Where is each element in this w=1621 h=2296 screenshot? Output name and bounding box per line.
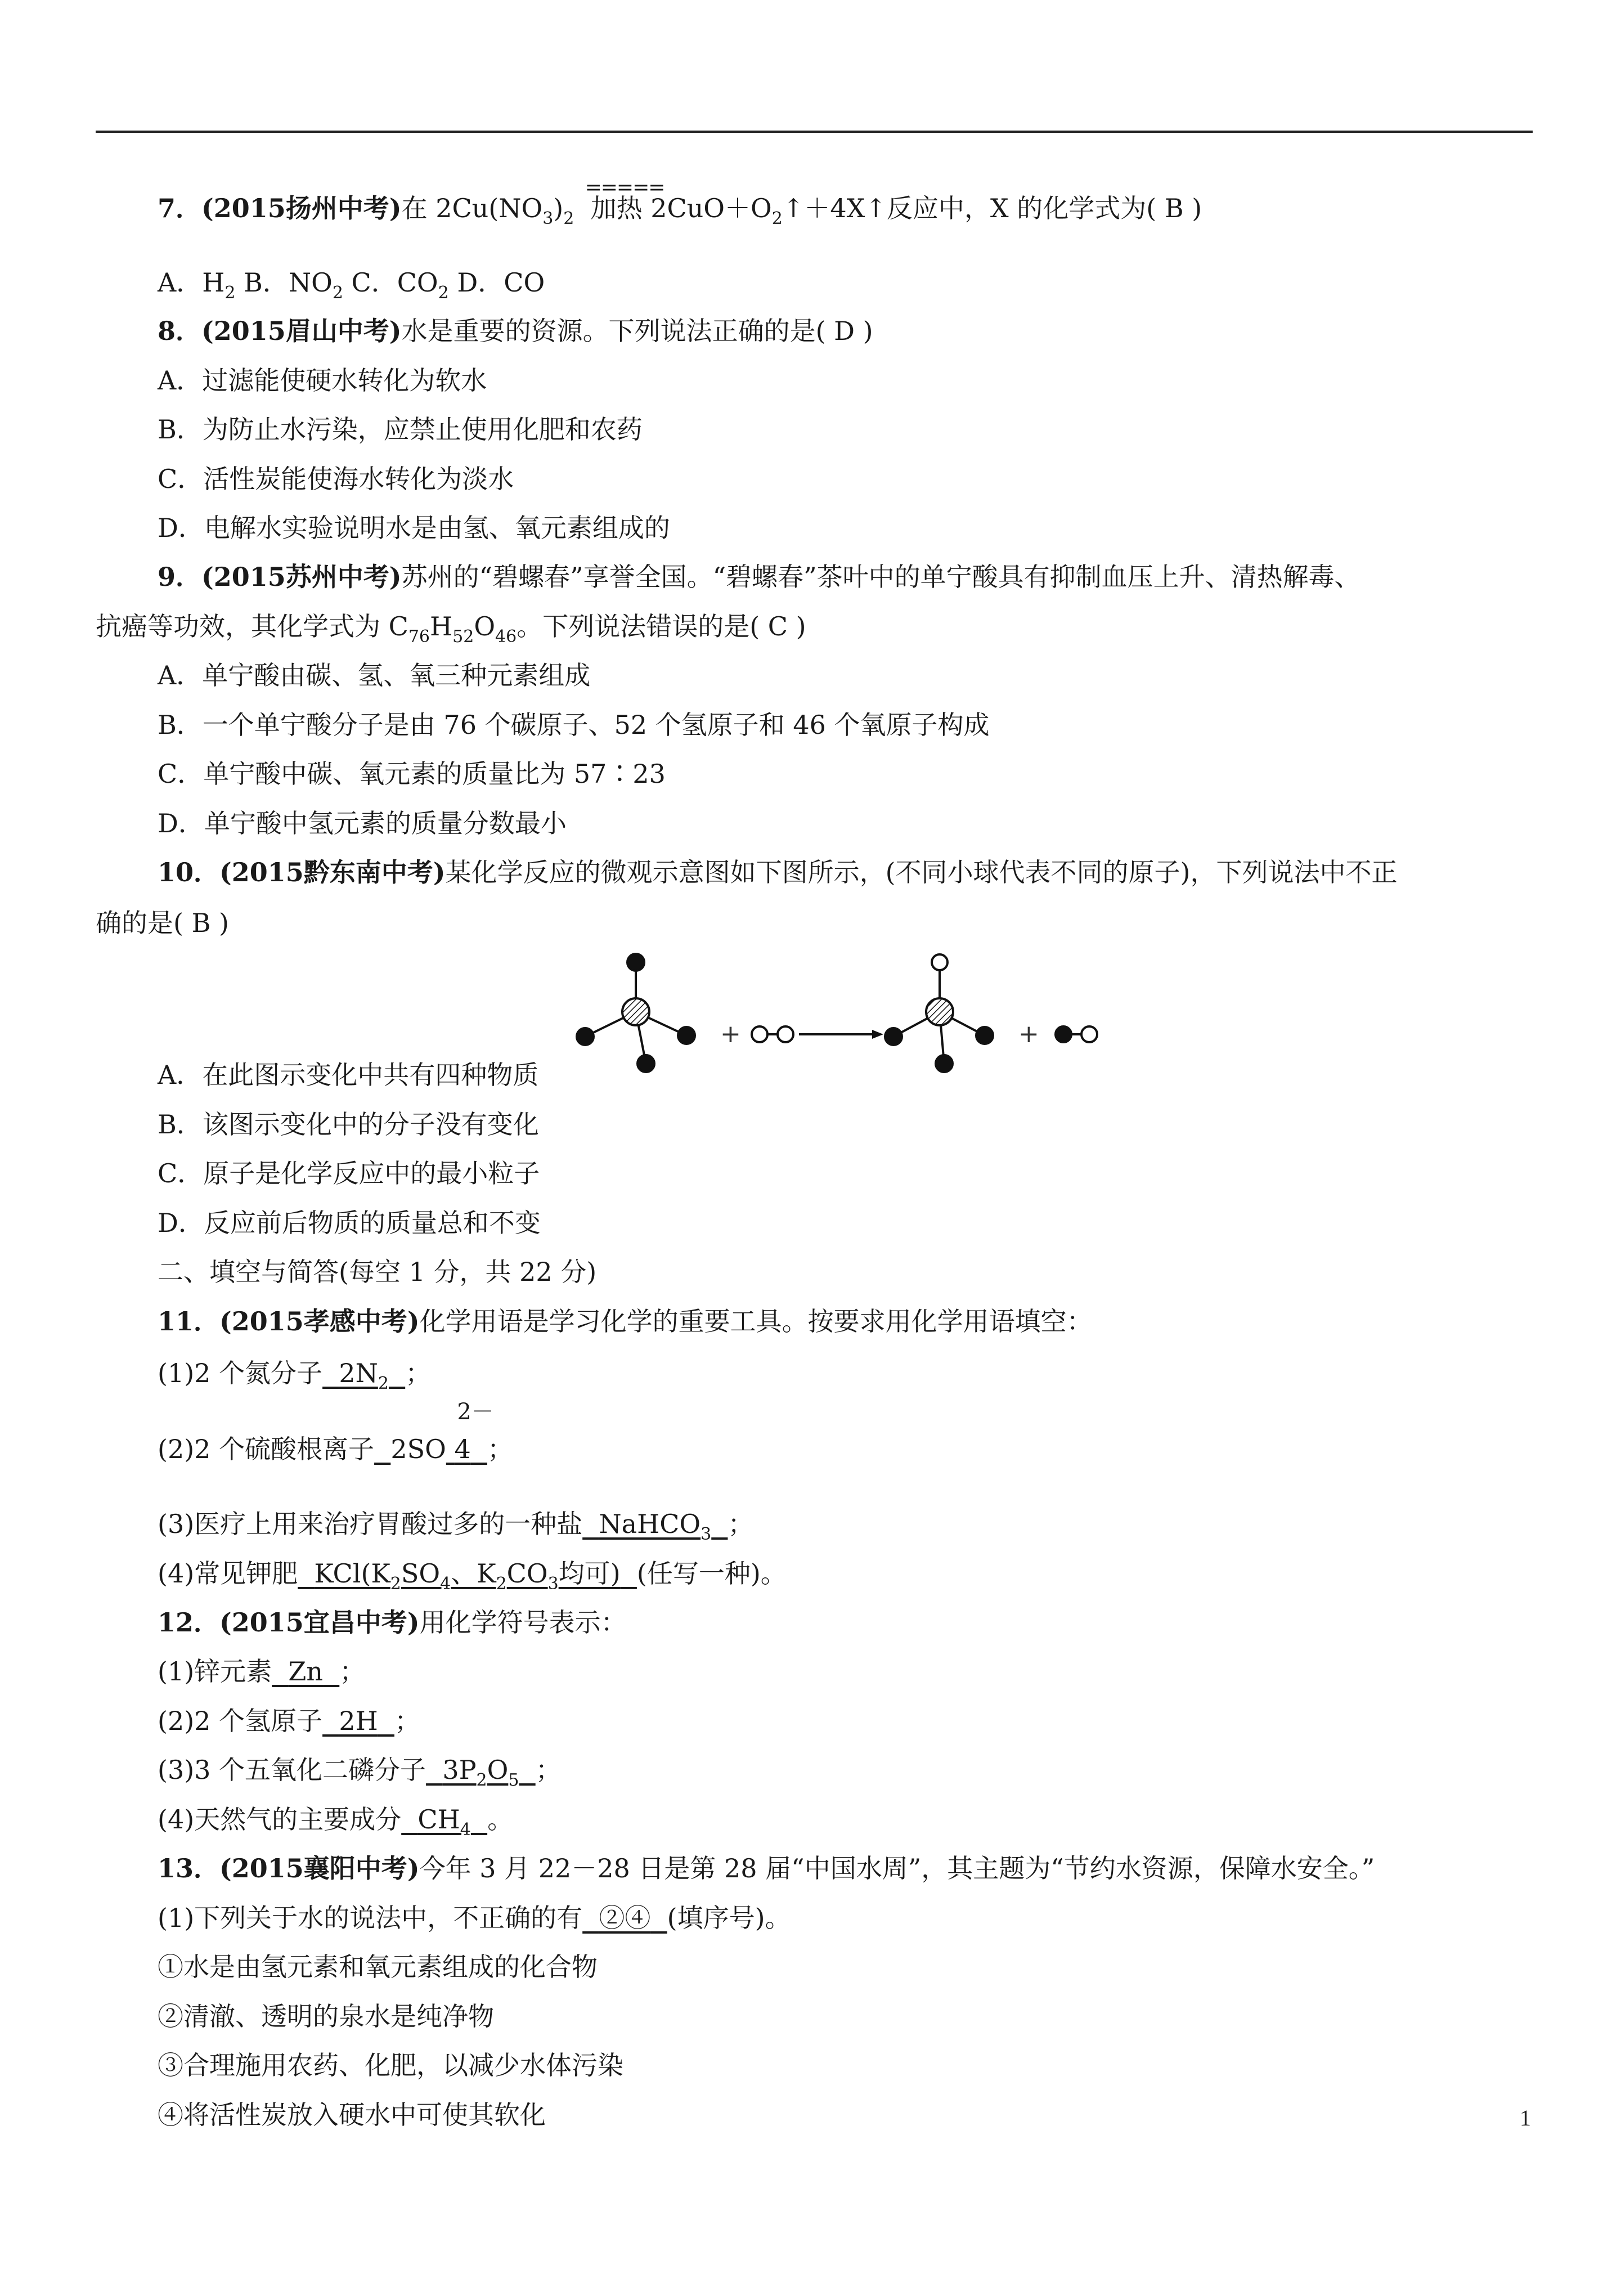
q12-part3: (3)3 个五氧化二磷分子 $3P_2O_5$ ； [158,1755,562,1790]
q10-option-d: D．反应前后物质的质量总和不变 [158,1208,541,1238]
q13-item-1: ①水是由氢元素和氧元素组成的化合物 [158,1952,598,1982]
q13-part1: (1)下列关于水的说法中，不正确的有 ②④ (填序号)。 [158,1903,791,1933]
plus-sign-2: + [1018,1020,1039,1048]
q11-part4: (4)常见钾肥 $KCl(K_2SO_4$、$K_2CO_3$均可) (任写一种)。 [158,1558,787,1594]
reaction-diagram [568,945,1120,1097]
q12-part2: (2)2 个氢原子 2H ； [158,1706,420,1736]
q10-option-a: A．在此图示变化中共有四种物质 [158,1060,539,1090]
q12-stem: 12．(2015宜昌中考)用化学符号表示： [158,1607,627,1638]
page-number: 1 [1520,2105,1531,2131]
q11-stem: 11．(2015孝感中考)化学用语是学习化学的重要工具。按要求用化学用语填空： [158,1306,1093,1337]
reactant-molecule-2 [752,1026,793,1042]
section-heading: 二、填空与简答(每空 1 分，共 22 分) [158,1257,597,1287]
q12-part4: (4)天然气的主要成分 $CH_4$ 。 [158,1804,514,1840]
reaction-condition: ===== 加热 [585,176,664,223]
q10-stem-line1: 10．(2015黔东南中考)某化学反应的微观示意图如下图所示，(不同小球代表不同的原子)，下列说法中不正 [158,857,1398,887]
q11-part3: (3)医疗上用来治疗胃酸过多的一种盐 NaHCO$_3$ ； [158,1509,754,1544]
q12-part1: (1)锌元素 Zn ； [158,1656,366,1687]
q8-stem: 8．(2015眉山中考)水是重要的资源。下列说法正确的是( D ) [158,316,873,346]
q7-options: A．$H_2$ B．$NO_2$ C．$CO_2$ D．CO [158,267,545,303]
q11-part2: (2)2 个硫酸根离子 2SO 2－ 4 ； [158,1432,513,1466]
q10-option-c: C．原子是化学反应中的最小粒子 [158,1158,540,1189]
reaction-arrow [799,1030,883,1039]
q13-item-3: ③合理施用农药、化肥，以减少水体污染 [158,2050,623,2080]
q9-option-b: B．一个单宁酸分子是由 76 个碳原子、52 个氢原子和 46 个氧原子构成 [158,710,990,740]
plus-sign-1: + [720,1020,741,1048]
q13-stem: 13．(2015襄阳中考)今年 3 月 22－28 日是第 28 届“中国水周”，其主题为“节约水资源，保障水安全。” [158,1853,1375,1884]
q13-item-2: ②清澈、透明的泉水是纯净物 [158,2001,494,2032]
q9-stem-line2: 抗癌等功效，其化学式为 $C_{76}H_{52}O_{46}$。下列说法错误的是( C ) [96,611,806,647]
product-molecule-1 [885,954,993,1072]
q9-option-a: A．单宁酸由碳、氢、氧三种元素组成 [158,660,591,690]
sulfate-ion: 2SO 2－ [390,1399,494,1464]
q9-stem-line1: 9．(2015苏州中考)苏州的“碧螺春”享誉全国。“碧螺春”茶叶中的单宁酸具有抑制血压上升、清热解毒、 [158,562,1360,592]
q9-option-d: D．单宁酸中氢元素的质量分数最小 [158,808,567,838]
q8-option-a: A．过滤能使硬水转化为软水 [158,365,487,396]
q13-item-4: ④将活性炭放入硬水中可使其软化 [158,2100,546,2130]
q8-option-d: D．电解水实验说明水是由氢、氧元素组成的 [158,513,670,543]
q10-option-b: B．该图示变化中的分子没有变化 [158,1109,539,1140]
q8-option-b: B．为防止水污染，应禁止使用化肥和农药 [158,414,643,445]
q8-option-c: C．活性炭能使海水转化为淡水 [158,464,514,494]
q7-stem: 7．(2015扬州中考)在 $2Cu(NO_3)_2$ ===== 加热 $2CuO+O_2↑+4X↑$反应中，X 的化学式为( B ) [158,176,1202,228]
q10-stem-line2: 确的是( B ) [96,908,229,938]
header-rule [96,131,1533,133]
reactant-molecule-1 [577,954,695,1072]
product-molecule-2 [1056,1026,1097,1042]
q11-part1: (1)2 个氮分子 $2N_2$ ； [158,1358,432,1393]
q9-option-c: C．单宁酸中碳、氧元素的质量比为 57∶23 [158,759,666,789]
